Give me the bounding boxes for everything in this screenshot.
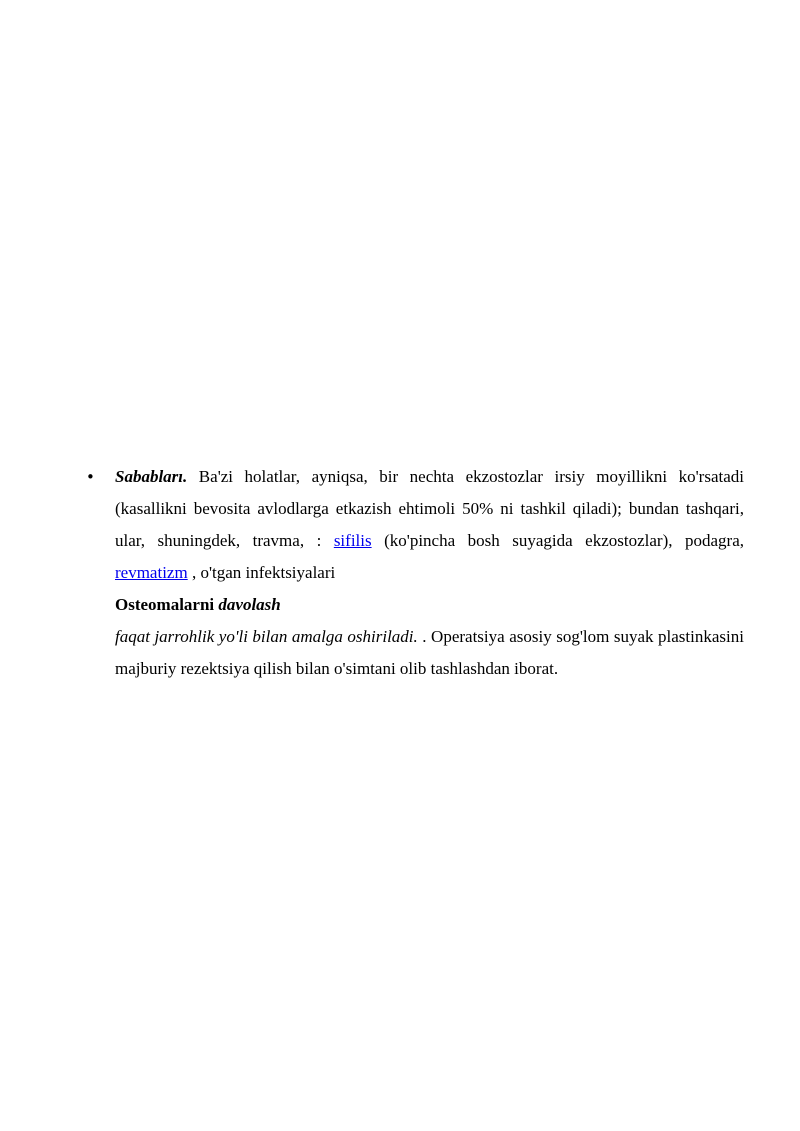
link-sifilis[interactable]: sifilis	[333, 531, 372, 550]
causes-lead: Sababları.	[115, 467, 188, 486]
causes-text-1: Ba'zi holatlar, ayniqsa, bir nechta ekzostozlar irsiy moyillikni ko'rsatadi (kasallikni bevosita avlodlarga etkazish ehtimoli 50% ni tashkil qiladi); bundan tashqari, ular, shuningdek, travma, :	[115, 467, 744, 550]
treatment-heading	[115, 589, 744, 621]
bullet-marker: •	[86, 468, 95, 486]
causes-text-2: (ko'pincha bosh suyagida ekzostozlar), podagra,	[371, 531, 745, 550]
treatment-paragraph	[115, 621, 744, 685]
content-block	[86, 461, 744, 685]
link-revmatizm[interactable]: revmatizm	[115, 563, 188, 582]
causes-text-3: , o'tgan infektsiyalari	[187, 563, 336, 582]
treatment-heading-bold-italic: davolash	[218, 595, 281, 614]
treatment-text: . Operatsiya asosiy sog'lom suyak plastinkasini majburiy rezektsiya qilish bilan o'simtani olib tashlashdan iborat.	[115, 627, 744, 678]
treatment-italic: faqat jarrohlik yo'li bilan amalga oshiriladi.	[115, 627, 418, 646]
treatment-heading-bold: Osteomalarni	[115, 595, 219, 614]
bullet-content	[115, 461, 744, 685]
causes-paragraph	[115, 461, 744, 589]
